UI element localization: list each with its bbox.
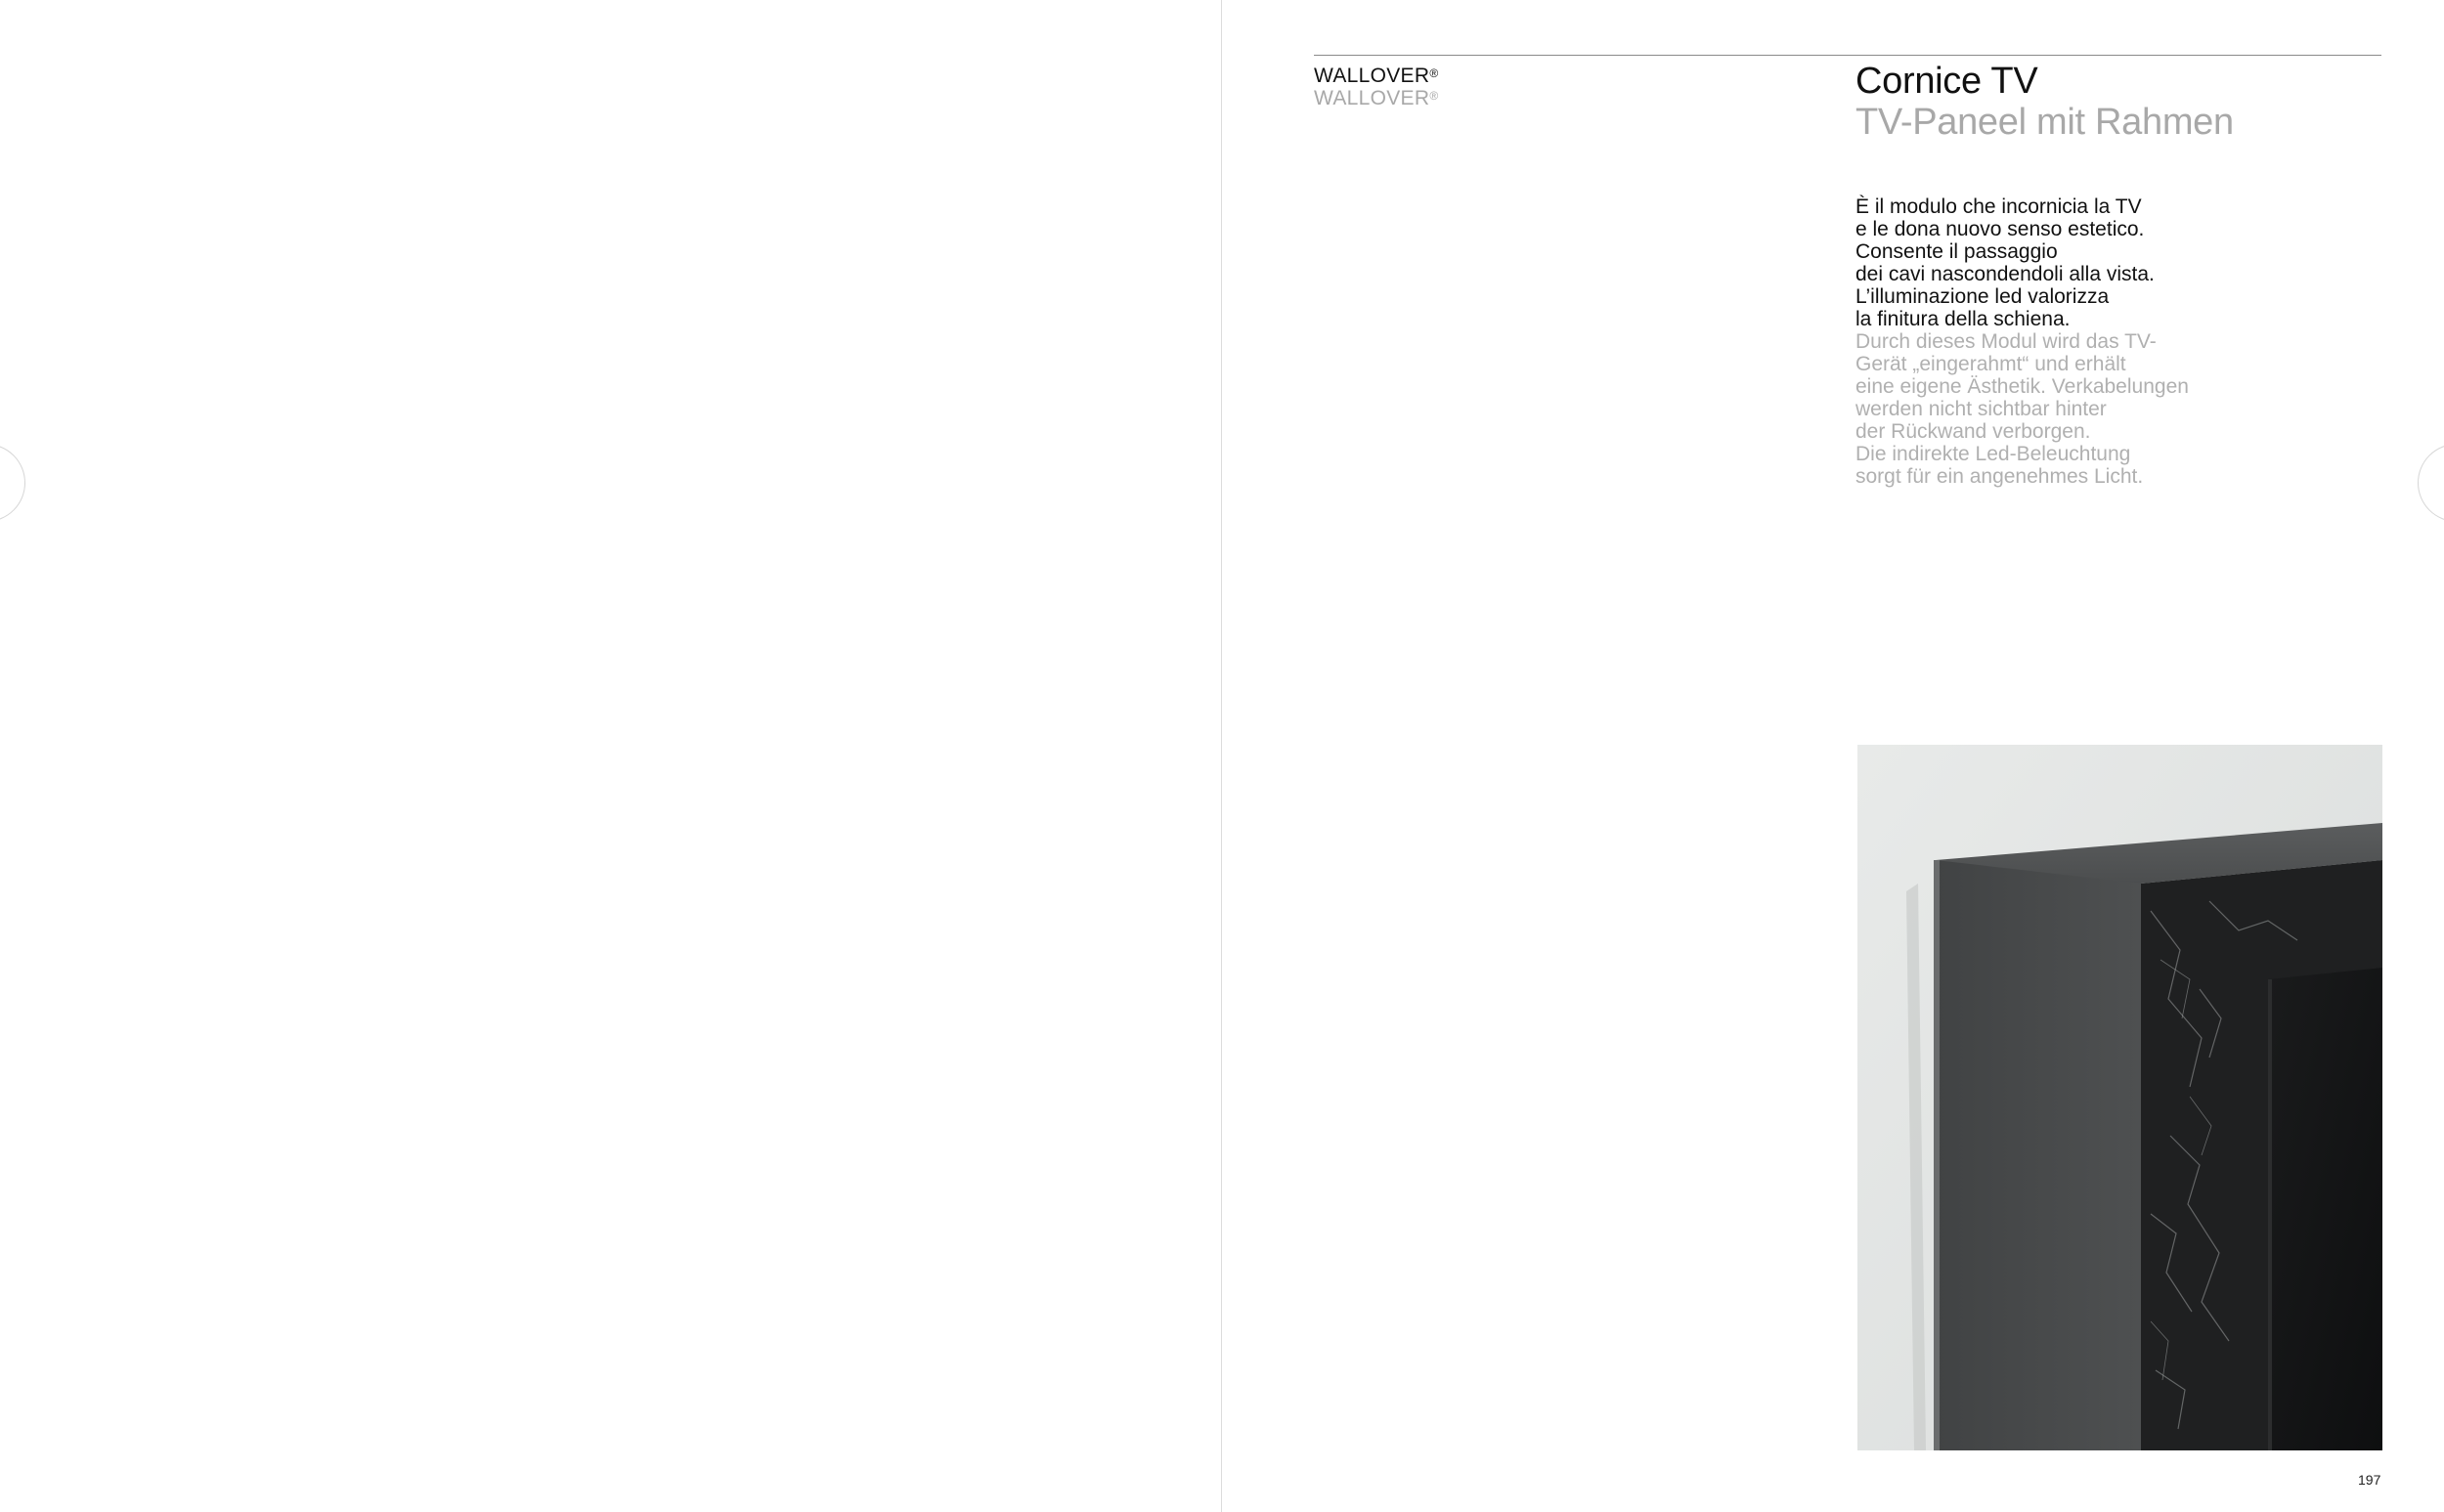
description-it-line: Consente il passaggio [1855, 240, 2058, 263]
description-block [1855, 195, 2189, 488]
product-photo-tv-frame [1857, 745, 2382, 1450]
description-de-line: sorgt für ein angenehmes Licht. [1855, 465, 2144, 488]
brand-line-it: WALLOVER® [1314, 65, 1439, 87]
description-it-line: L’illuminazione led valorizza [1855, 285, 2110, 308]
title-it: Cornice TV [1855, 61, 2038, 102]
description-it-line: È il modulo che incornicia la TV [1855, 195, 2142, 218]
brand-line-de: WALLOVER® [1314, 87, 1439, 109]
page-left-blank [0, 0, 1221, 1512]
title-block [1855, 61, 2234, 143]
description-de-line: eine eigene Ästhetik. Verkabelungen [1855, 375, 2189, 398]
description-it-line: e le dona nuovo senso estetico. [1855, 218, 2145, 240]
title-de: TV-Paneel mit Rahmen [1855, 102, 2234, 143]
description-it-line: dei cavi nascondendoli alla vista. [1855, 263, 2155, 285]
description-it-line: la finitura della schiena. [1855, 308, 2071, 330]
header-rule [1314, 55, 2381, 56]
page-number: 197 [2358, 1472, 2381, 1488]
description-de-line: werden nicht sichtbar hinter [1855, 398, 2107, 420]
description-de-line: Gerät „eingerahmt“ und erhält [1855, 353, 2126, 375]
description-de-line: Durch dieses Modul wird das TV- [1855, 330, 2157, 353]
brand-block [1314, 65, 1438, 109]
description-de-line: Die indirekte Led-Beleuchtung [1855, 443, 2131, 465]
description-de-line: der Rückwand verborgen. [1855, 420, 2091, 443]
